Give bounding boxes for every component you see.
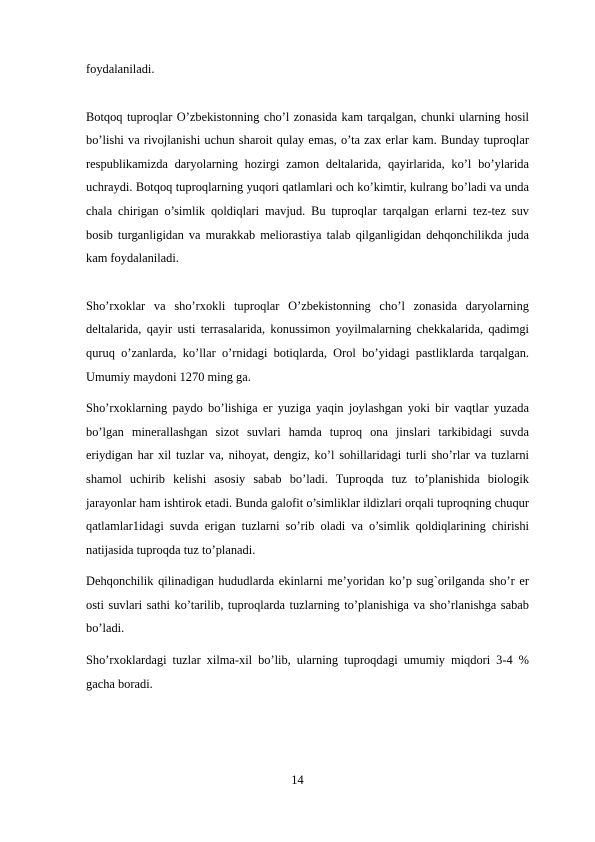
page-number: 14: [291, 773, 304, 787]
paragraph-continuation: foydalaniladi.: [86, 62, 155, 76]
paragraph-salt-content: Sho’rxoklardagi tuzlar xilma-xil bo’lib, ularning tuproqdagi umumiy miqdori 3-4 % gacha boradi.: [86, 653, 529, 691]
paragraph-bog-soils: Botqoq tuproqlar O’zbekistonning cho’l zonasida kam tarqalgan, chunki ularning hosil bo’lishi va rivojlanishi uchun sharoit qulay emas, o’ta zax erlar kam. Bunday tuproqlar respublikamizda daryolarning hozirgi zamon deltalarida, qayirlarida, ko’l bo’ylarida uchraydi. Botqoq tuproqlarning yuqori qatlamlari och ko’kimtir, kulrang bo’ladi va unda chala chirigan o’simlik qoldiqlari mavjud. Bu tuproqlar tarqalgan erlarni tez-tez suv bosib turganligidan va murakkab meliorastiya talab qilganligidan dehqonchilikda juda kam foydalaniladi.: [86, 109, 529, 266]
paragraph-solonchaks-distribution: Sho’rxoklar va sho’rxokli tuproqlar O’zbekistonning cho’l zonasida daryolarning deltalarida, qayir usti terrasalarida, konussimon yoyilmalarning chekkalarida, qadimgi quruq o’zanlarda, ko’llar o’rnidagi botiqlarda, Orol bo’yidagi pastliklarda tarqalgan. Umumiy maydoni 1270 ming ga.: [86, 298, 529, 384]
paragraph-irrigation-salinization: Dehqonchilik qilinadigan hududlarda ekinlarni me’yoridan ko’p sug`orilganda sho’r er osti suvlari sathi ko’tarilib, tuproqlarda tuzlarning to’planishiga va sho’rlanishga sabab bo’ladi.: [86, 574, 529, 636]
page-body: [86, 58, 529, 696]
paragraph-solonchaks-origin: Sho’rxoklarning paydo bo’lishiga er yuziga yaqin joylashgan yoki bir vaqtlar yuzada bo’lgan minerallashgan sizot suvlari hamda tuproq ona jinslari tarkibidagi suvda eriydigan har xil tuzlar va, nihoyat, dengiz, ko’l sohillaridagi turli sho’rlar va tuzlarni shamol uchirib kelishi asosiy sabab bo’ladi. Tuproqda tuz to’planishida biologik jarayonlar ham ishtirok etadi. Bunda galofit o’simliklar ildizlari orqali tuproqning chuqur qatlamlar1idagi suvda erigan tuzlarni so’rib oladi va o’simlik qoldiqlarining chirishi natijasida tuproqda tuz to’planadi.: [86, 401, 529, 557]
